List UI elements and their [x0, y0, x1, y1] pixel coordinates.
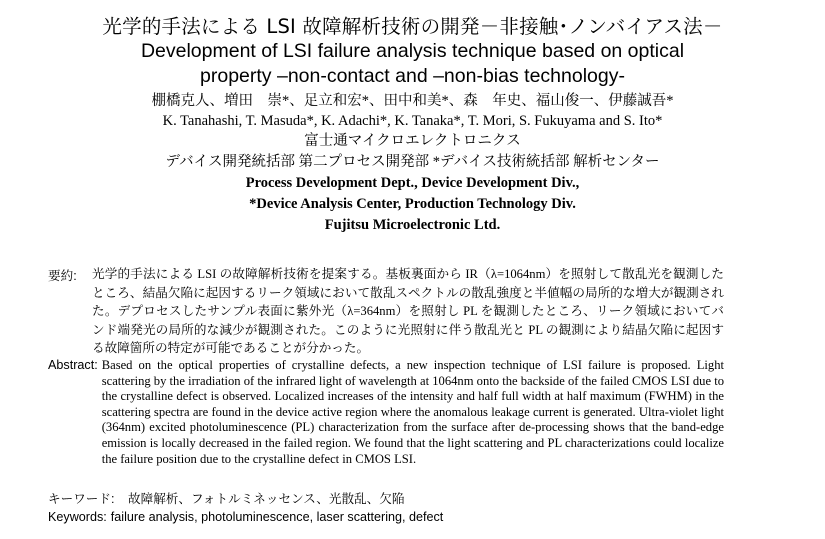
title-english-line2: property –non-contact and –non-bias technology- [200, 65, 625, 87]
affiliation-english-line3: Fujitsu Microelectronic Ltd. [324, 217, 501, 233]
abstract-japanese-text: 光学的手法による LSI の故障解析技術を提案する。基板裏面から IR（λ=1064nm）を照射して散乱光を観測したところ、結晶欠陥に起因するリーク領域において散乱スペクトルの散乱強度と半値幅の局所的な増大が観測された。デプロセスしたサンプル表面に紫外光（λ=364nm）を照射し PL を観測したところ、リーク領域においてバンド端発光の局所的な減少が観測された。このように光照射に伴う散乱光と PL の観測により結晶欠陥に起因する故障箇所の特定が可能であることが分かった。 [92, 267, 724, 356]
affiliation-english-line1: Process Development Dept., Device Development Div., [245, 175, 580, 191]
abstract-japanese-label: 要約: [48, 269, 77, 283]
authors-japanese: 棚橋克人、増田 崇*、足立和宏*、田中和美*、森 年史、福山俊一、伊藤誠吾* [151, 93, 674, 109]
affiliation-company-japanese: 富士通マイクロエレクトロニクス [304, 133, 521, 149]
abstract-japanese [48, 265, 724, 358]
abstract-english-text: Based on the optical properties of crystalline defects, a new inspection technique of LSI failure is proposed. Light scattering by the irradiation of the infrared light of wavelength at 1064nm onto the backside of the failed CMOS LSI due to the crystalline defect is observed. Localized increases of the intensity and half full width at half maximum (FWHM) in the scattering spectra are found in the device active region where the anomalous leakage current is generated. Ultra-violet light (364nm) excited photoluminescence (PL) characterization from the surface after de-processing shows that the band-edge emission is locally decreased in the failed region. We found that the light scattering and PL characterizations could localize the failure position due to the crystalline defect in CMOS LSI. [101, 358, 724, 466]
keywords-japanese [48, 488, 404, 507]
affiliation-english-line2: *Device Analysis Center, Production Technology Div. [249, 196, 576, 212]
authors-english: K. Tanahashi, T. Masuda*, K. Adachi*, K. Tanaka*, T. Mori, S. Fukuyama and S. Ito* [162, 113, 663, 129]
abstract-english [48, 358, 724, 467]
paper-header [0, 14, 825, 236]
title-japanese: 光学的手法による LSI 故障解析技術の開発－非接触･ノンバイアス法－ [102, 15, 723, 38]
keywords-english-label: Keywords: [48, 510, 107, 524]
keywords-japanese-label: キーワード: [48, 492, 115, 506]
affiliation-departments-japanese: デバイス開発統括部 第二プロセス開発部 *デバイス技術統括部 解析センター [165, 154, 660, 170]
keywords-english-text: failure analysis, photoluminescence, laser scattering, defect [110, 510, 444, 524]
title-english-line1: Development of LSI failure analysis technique based on optical [140, 40, 685, 62]
keywords-english [48, 510, 443, 524]
keywords-japanese-text: 故障解析、フォトルミネッセンス、光散乱、欠陥 [128, 492, 405, 506]
abstract-english-label: Abstract: [48, 358, 98, 372]
